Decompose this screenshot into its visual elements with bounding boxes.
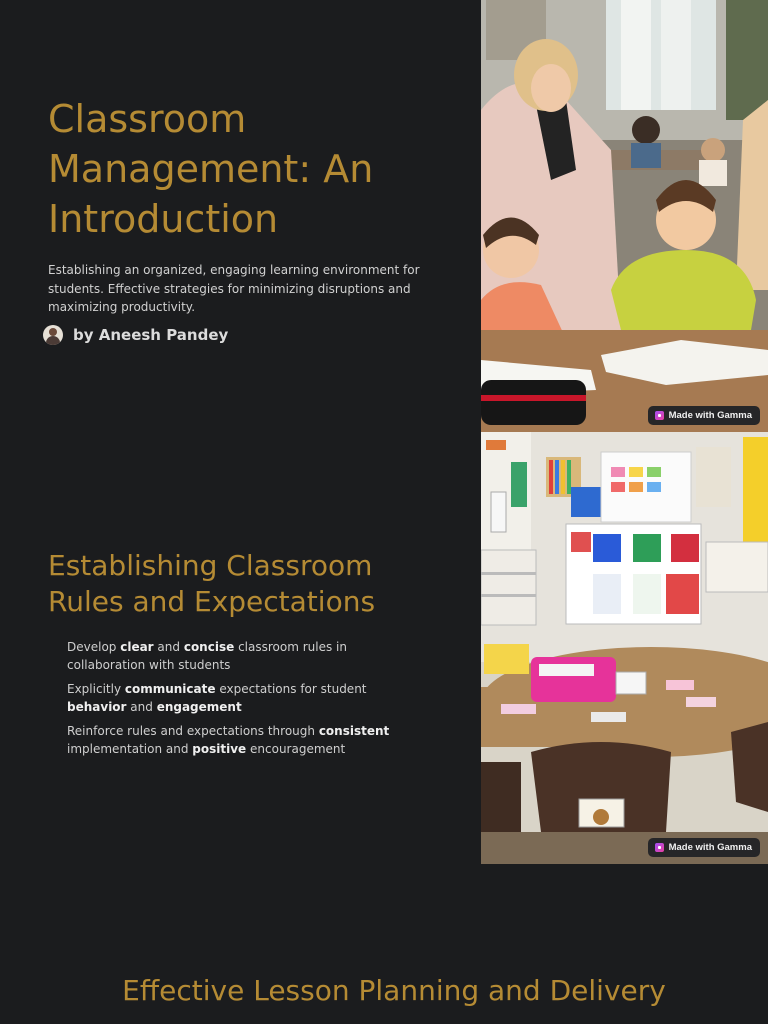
bullet-emphasis: positive [192, 742, 247, 756]
bullet-list [67, 638, 427, 764]
author-name: by Aneesh Pandey [73, 326, 229, 344]
bullet-text: Reinforce rules and expectations through [67, 724, 319, 738]
badge-label: Made with Gamma [668, 410, 752, 421]
bullet-emphasis: concise [183, 640, 235, 654]
gamma-logo-icon [655, 843, 664, 852]
made-with-gamma-badge[interactable] [648, 406, 760, 425]
bullet-item [67, 638, 427, 674]
badge-label: Made with Gamma [668, 842, 752, 853]
slide-lesson-planning [0, 864, 768, 1024]
bullet-emphasis: consistent [318, 724, 390, 738]
bullet-text: Explicitly [67, 682, 125, 696]
classroom-teacher-photo [481, 0, 768, 432]
bullet-emphasis: behavior [67, 700, 127, 714]
slide-title: Establishing Classroom Rules and Expectations [48, 549, 376, 618]
classroom-desk-photo [481, 432, 768, 864]
bullet-text: expectations for student [215, 682, 367, 696]
bullet-emphasis: communicate [124, 682, 216, 696]
bullet-item [67, 680, 427, 716]
bullet-text: classroom rules in collaboration with students [67, 640, 347, 672]
slide-rules-expectations [0, 432, 768, 864]
bullet-text: implementation and [67, 742, 193, 756]
bullet-text: and [153, 640, 184, 654]
made-with-gamma-badge[interactable] [648, 838, 760, 857]
bullet-text: encouragement [246, 742, 346, 756]
slide-description: Establishing an organized, engaging learning environment for students. Effective strategies for minimizing disruptions and maximizing productivity. [48, 263, 420, 314]
avatar [43, 325, 63, 345]
gamma-logo-icon [655, 411, 664, 420]
bullet-text: and [126, 700, 157, 714]
bullet-emphasis: engagement [156, 700, 242, 714]
slide-introduction [0, 0, 768, 432]
slide-title: Effective Lesson Planning and Delivery [122, 974, 666, 1007]
author-line [43, 324, 228, 346]
bullet-text: Develop [67, 640, 121, 654]
bullet-emphasis: clear [120, 640, 154, 654]
slide-title: Classroom Management: An Introduction [48, 97, 374, 241]
bullet-item [67, 722, 427, 758]
